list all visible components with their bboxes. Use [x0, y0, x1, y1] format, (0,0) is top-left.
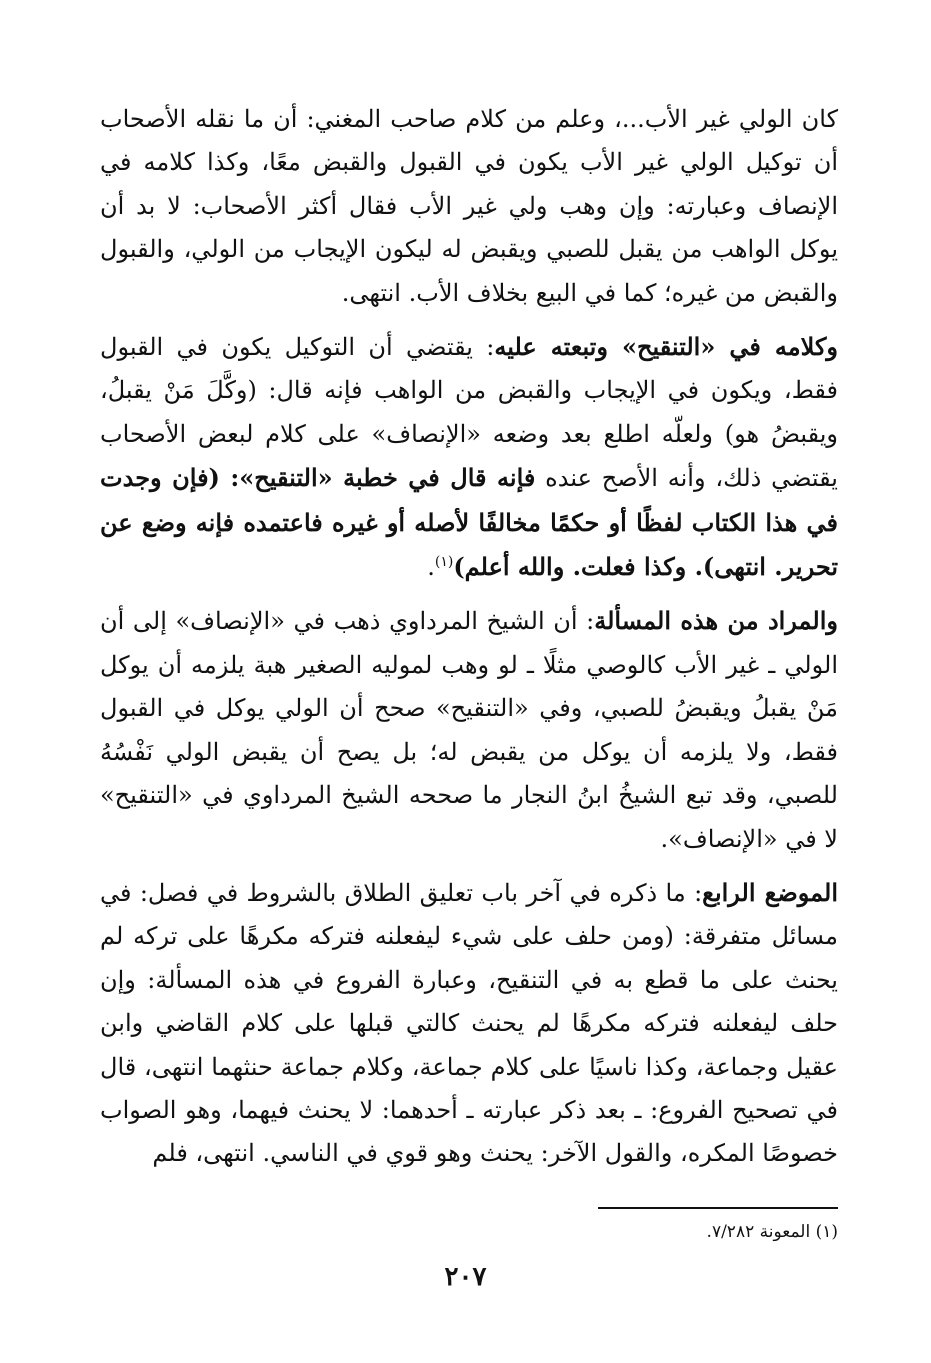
- footnote: (١) المعونة ٧/٢٨٢.: [706, 1222, 838, 1242]
- text-run: كان الولي غير الأب...، وعلم من كلام صاحب المغني: أن ما نقله الأصحاب أن توكيل الولي غير الأب يكون في القبول والقبض معًا، وكذا كلامه في الإنصاف وعبارته: وإن وهب ولي غير الأب فقال أكثر الأصحاب: لا بد أن يوكل الواهب من يقبل للصبي ويقبض له ليكون الإيجاب من الولي، والقبول والقبض من غيره؛ كما في البيع بخلاف الأب. انتهى.: [100, 105, 838, 307]
- bold-text: الموضع الرابع: [702, 877, 838, 907]
- main-text: [100, 98, 838, 1176]
- footnote-marker: (١): [434, 554, 454, 571]
- text-run: : يقتضي أن التوكيل يكون في القبول فقط، ويكون في الإيجاب والقبض من الواهب فإنه قال: (وكَّلَ مَنْ يقبلُ، ويقبضُ هو) ولعلّه اطلع بعد وضعه «الإنصاف» على كلام لبعض الأصحاب يقتضي ذلك، وأنه الأصح عنده: [100, 333, 838, 493]
- text-run: .: [427, 553, 435, 582]
- bold-text: والمراد من هذه المسألة: [594, 606, 838, 636]
- text-run: : أن الشيخ المرداوي ذهب في «الإنصاف» إلى أن الولي ـ غير الأب كالوصي مثلًا ـ لو وهب لموليه الصغير هبة يلزمه أن يوكل مَنْ يقبلُ ويقبضُ للصبي، وفي «التنقيح» صحح أن الولي يوكل في القبول فقط، ولا يلزمه أن يوكل من يقبض له؛ بل يصح أن يقبض الولي نَفْسُهُ للصبي، وقد تبع الشيخُ ابنُ النجار ما صححه الشيخ المرداوي في «التنقيح» لا في «الإنصاف».: [100, 607, 838, 853]
- paragraph: [100, 871, 838, 1176]
- bold-text: فإنه قال في خطبة «التنقيح»: (فإن وجدت في هذا الكتاب لفظًا أو حكمًا مخالفًا لأصله أو غيره فاعتمده فإنه وضع عن تحرير. انتهى). وكذا فعلت. والله أعلم): [100, 463, 838, 582]
- bold-text: وكلامه في «التنقيح» وتبعته عليه: [494, 332, 838, 362]
- page-number: ٢٠٧: [444, 1262, 487, 1292]
- text-run: : ما ذكره في آخر باب تعليق الطلاق بالشروط في فصل: في مسائل متفرقة: (ومن حلف على شيء ليفعلنه فتركه مكرهًا على تركه لم يحنث على ما قطع به في التنقيح، وعبارة الفروع في هذه المسألة: وإن حلف ليفعلنه فتركه مكرهًا لم يحنث كالتي قبلها على كلام القاضي وابن عقيل وجماعة، وكذا ناسيًا على كلام جماعة، وكلام جماعة حنثهما انتهى، قال في تصحيح الفروع: ـ بعد ذكر عبارته ـ أحدهما: لا يحنث فيهما، وهو الصواب خصوصًا المكره، والقول الآخر: يحنث وهو قوي في الناسي. انتهى، فلم: [100, 878, 839, 1168]
- paragraph: [100, 98, 838, 315]
- paragraph: [100, 325, 838, 589]
- paragraph: [100, 599, 838, 860]
- footnote-divider: [598, 1207, 838, 1209]
